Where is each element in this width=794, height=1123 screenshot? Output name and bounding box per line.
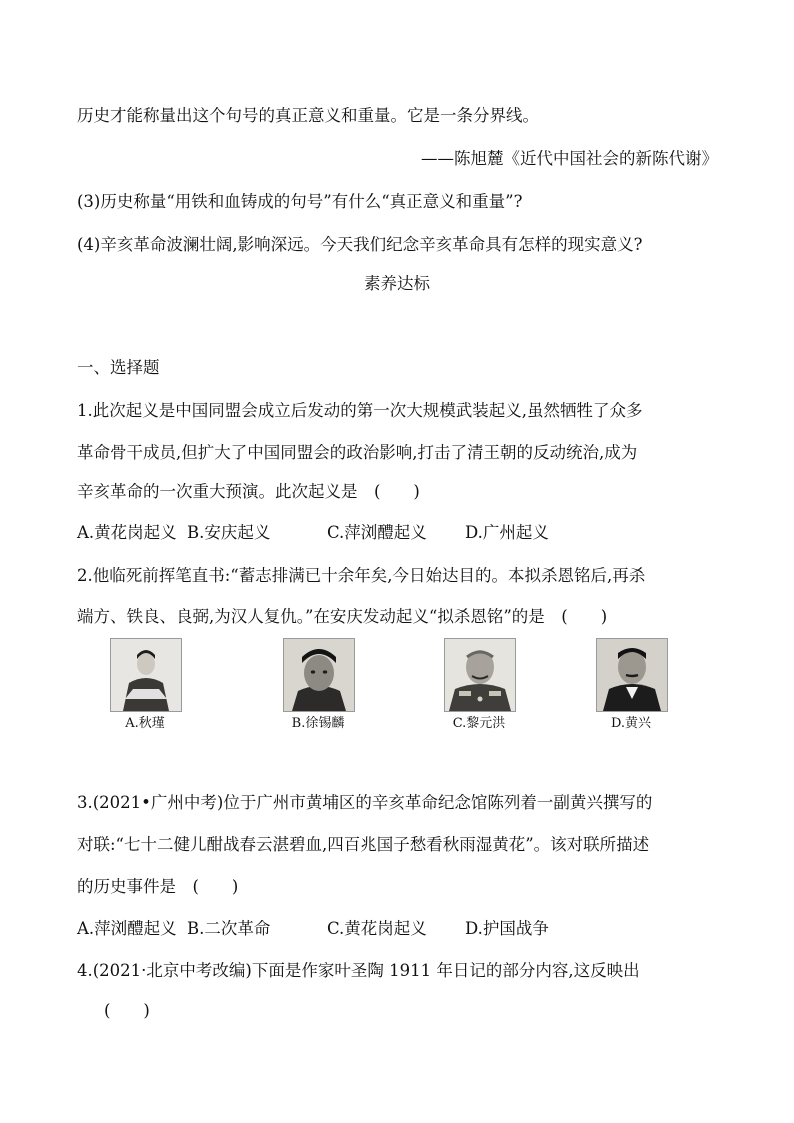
- q1-options: [77, 522, 727, 544]
- q1-option-d[interactable]: D.广州起义: [465, 523, 549, 542]
- q2-photo-label-c: C.黎元洪: [452, 716, 506, 731]
- portrait-man-cap-icon[interactable]: [283, 638, 355, 712]
- section-title: 素养达标: [364, 274, 430, 293]
- q3-line-2: 对联:“七十二健儿酣战春云湛碧血,四百兆国子愁看秋雨湿黄花”。该对联所描述: [77, 835, 650, 854]
- q3-line-1: 3.(2021•广州中考)位于广州市黄埔区的辛亥革命纪念馆陈列着一副黄兴撰写的: [77, 793, 653, 812]
- q3-options: [77, 918, 727, 940]
- portrait-man-suit-icon[interactable]: [596, 638, 668, 712]
- part-heading: 一、选择题: [77, 358, 160, 377]
- portrait-woman-icon[interactable]: [110, 638, 182, 712]
- q2-line-2: 端方、铁良、良弼,为汉人复仇。”在安庆发动起义“拟杀恩铭”的是 ( ): [77, 607, 608, 626]
- q2-photo-label-d: D.黄兴: [610, 716, 652, 731]
- q1-line-1: 1.此次起义是中国同盟会成立后发动的第一次大规模武装起义,虽然牺牲了众多: [77, 401, 643, 420]
- question-4-sub: (4)辛亥革命波澜壮阔,影响深远。今天我们纪念辛亥革命具有怎样的现实意义?: [77, 235, 643, 254]
- question-3-sub: (3)历史称量“用铁和血铸成的句号”有什么“真正意义和重量”?: [77, 192, 523, 211]
- q2-photo-label-b: B.徐锡麟: [291, 716, 345, 731]
- q1-line-3: 辛亥革命的一次重大预演。此次起义是 ( ): [77, 482, 420, 501]
- q4-line-2: ( ): [104, 1001, 150, 1020]
- q3-option-c[interactable]: C.黄花岗起义: [327, 919, 427, 938]
- q1-option-c[interactable]: C.萍浏醴起义: [327, 523, 427, 542]
- intro-quote-line: 历史才能称量出这个句号的真正意义和重量。它是一条分界线。: [77, 106, 539, 125]
- q3-line-3: 的历史事件是 ( ): [77, 877, 239, 896]
- q4-line-1: 4.(2021·北京中考改编)下面是作家叶圣陶 1911 年日记的部分内容,这反映出: [77, 961, 640, 980]
- quote-source: ——陈旭麓《近代中国社会的新陈代谢》: [421, 149, 718, 168]
- q3-option-a[interactable]: A.萍浏醴起义: [77, 919, 177, 938]
- q1-line-2: 革命骨干成员,但扩大了中国同盟会的政治影响,打击了清王朝的反动统治,成为: [77, 443, 638, 462]
- q2-photo-label-a: A.秋瑾: [125, 716, 165, 731]
- portrait-officer-icon[interactable]: [444, 638, 516, 712]
- q2-line-1: 2.他临死前挥笔直书:“蓄志排满已十余年矣,今日始达目的。本拟杀恩铭后,再杀: [77, 566, 646, 585]
- q1-option-a[interactable]: A.黄花岗起义: [77, 523, 177, 542]
- q2-photo-options: [0, 638, 794, 738]
- q3-option-b[interactable]: B.二次革命: [187, 919, 271, 938]
- q3-option-d[interactable]: D.护国战争: [465, 919, 549, 938]
- q1-option-b[interactable]: B.安庆起义: [187, 523, 271, 542]
